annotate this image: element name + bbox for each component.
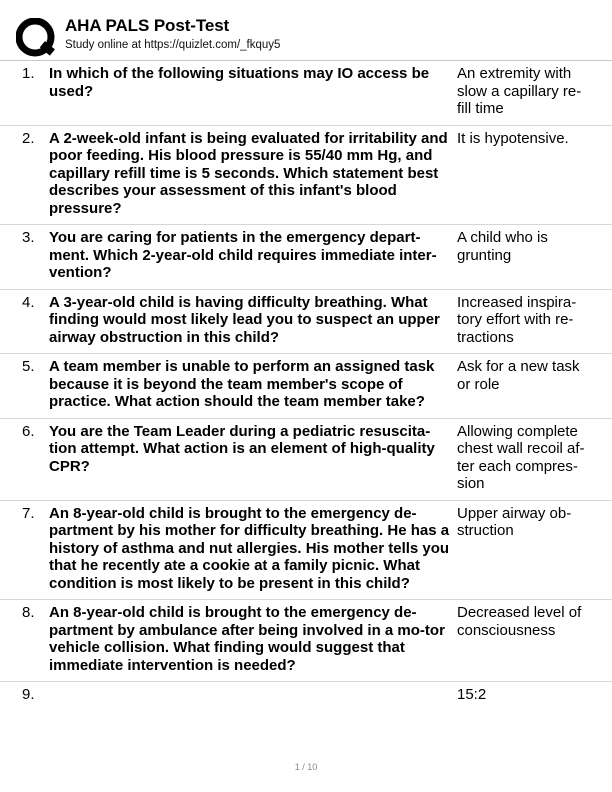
card-question: You are the Team Leader during a pediatric resuscita-tion attempt. What action is an element of high-quality CPR? [49,422,435,475]
card-number: 1. [22,65,35,82]
card-answer: Upper airway ob-struction [457,504,572,539]
flashcard-row [0,599,612,681]
card-answer: 15:2 [457,686,487,703]
card-number: 9. [22,686,35,703]
flashcard-row [0,60,612,125]
card-answer: Ask for a new task or role [457,358,580,393]
card-question: An 8-year-old child is brought to the emergency de-partment by his mother for difficulty breathing. He has a history of asthma and nut allergies. His mother tells you that he recently ate a cookie at a family picnic. What condition is most likely to be present in this child? [49,504,450,592]
flashcard-row [0,224,612,289]
flashcard-row [0,125,612,225]
flashcard-row [0,418,612,500]
card-number: 3. [22,229,35,246]
card-answer: An extremity with slow a capillary re-fill time [457,65,582,117]
flashcard-row [0,289,612,354]
card-answer: It is hypotensive. [457,129,569,147]
card-question: A 2-week-old infant is being evaluated for irritability and poor feeding. His blood pressure is 55/40 mm Hg, and capillary refill time is 5 seconds. Which statement best describes your assessment of this infant's blood pressure? [49,129,448,217]
card-answer: A child who is grunting [457,229,548,264]
card-answer: Allowing complete chest wall recoil af-ter each compres-sion [457,422,585,492]
card-answer: Decreased level of consciousness [457,604,582,639]
card-question: A team member is unable to perform an assigned task because it is beyond the team member's scope of practice. What action should the team member take? [49,358,435,410]
document-title: AHA PALS Post-Test [65,16,230,35]
card-question: A 3-year-old child is having difficulty breathing. What finding would most likely lead you to suspect an upper airway obstruction in this child? [49,293,440,346]
flashcard-row [0,353,612,418]
page-number: 1 / 10 [294,762,318,772]
flashcard-row [0,500,612,600]
card-number: 4. [22,293,35,311]
card-question: An 8-year-old child is brought to the emergency de-partment by ambulance after being involved in a mo-tor vehicle collision. What finding would suggest that immediate intervention is needed? [49,604,445,674]
card-number: 5. [22,358,35,375]
card-number: 2. [22,129,35,147]
study-link[interactable]: Study online at https://quizlet.com/_fkquy5 [65,39,281,51]
quizlet-logo-icon [16,18,56,58]
card-question [49,686,456,704]
card-answer: Increased inspira-tory effort with re-tractions [457,293,577,346]
card-question: You are caring for patients in the emergency depart-ment. Which 2-year-old child requires immediate inter-vention? [49,229,437,281]
card-number: 8. [22,604,35,621]
card-question: In which of the following situations may IO access be used? [49,65,430,100]
flashcard-list [0,60,612,711]
flashcard-row [0,681,612,711]
card-number: 6. [22,422,35,440]
card-number: 7. [22,504,35,522]
page-header [16,14,596,58]
